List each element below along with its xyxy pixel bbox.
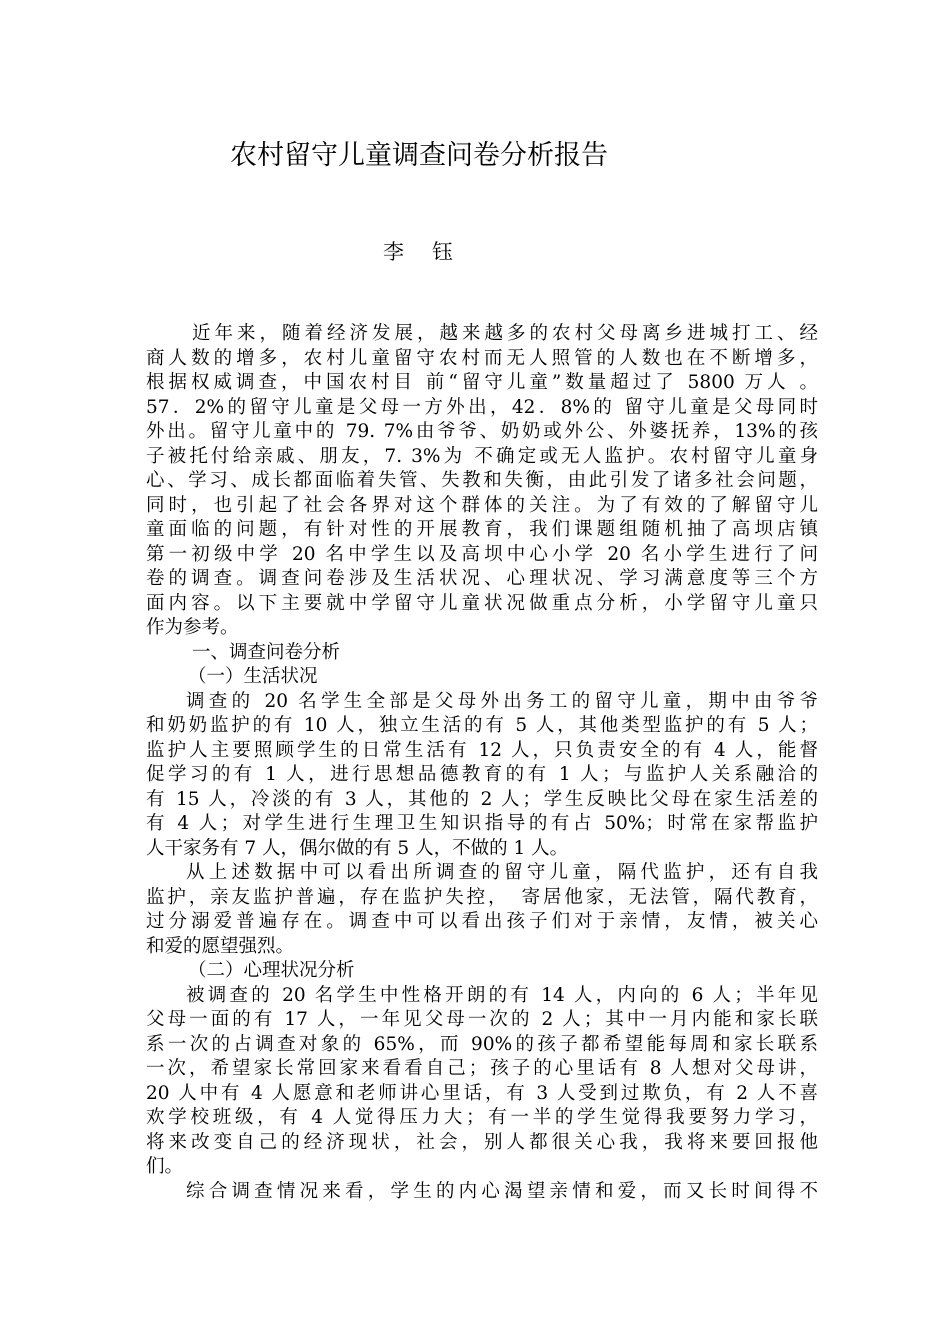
- paragraph-line: 过分溺爱普遍存在。调查中可以看出孩子们对于亲情，友情，被关心: [146, 911, 818, 932]
- paragraph-line: 被调查的 20 名学生中性格开朗的有 14 人，内向的 6 人；半年见: [186, 984, 818, 1006]
- paragraph-line: 有 15 人，冷淡的有 3 人，其他的 2 人；学生反映比父母在家生活差的: [146, 788, 818, 810]
- paragraph-line: 57．2%的留守儿童是父母一方外出，42．8%的 留守儿童是父母同时: [146, 396, 818, 418]
- paragraph-line: 商人数的增多，农村儿童留守农村而无人照管的人数也在不断增多，: [146, 347, 818, 369]
- paragraph-line: 根据权威调查，中国农村目 前“留守儿童”数量超过了 5800 万人 。: [146, 372, 818, 393]
- subsection-heading: （一）生活状况: [188, 666, 318, 687]
- subsection-heading: （二）心理状况分析: [188, 960, 355, 981]
- paragraph-line: 监护人主要照顾学生的日常生活有 12 人，只负责安全的有 4 人，能督: [146, 739, 818, 761]
- paragraph-line: 童面临的问题，有针对性的开展教育，我们课题组随机抽了高坝店镇: [146, 519, 818, 540]
- paragraph-line: 从上述数据中可以看出所调查的留守儿童，隔代监护，还有自我: [186, 862, 818, 883]
- paragraph-line: 促学习的有 1 人，进行思想品德教育的有 1 人；与监护人关系融洽的: [146, 764, 818, 785]
- document-body: [146, 322, 818, 1204]
- paragraph-line: 人干家务有 7 人，偶尔做的有 5 人，不做的 1 人。: [146, 837, 569, 859]
- paragraph-line: 将来改变自己的经济现状，社会，别人都很关心我，我将来要回报他: [146, 1131, 818, 1153]
- section-heading: 一、调查问卷分析: [192, 641, 341, 663]
- paragraph-line: 子被托付给亲戚、朋友，7. 3%为 不确定或无人监护。农村留守儿童身: [146, 445, 818, 467]
- paragraph-line: 20 人中有 4 人愿意和老师讲心里话，有 3 人受到过欺负，有 2 人不喜: [146, 1082, 818, 1104]
- document-author: 李钰: [383, 240, 481, 264]
- paragraph-line: 监护，亲友监护普遍，存在监护失控， 寄居他家，无法管，隔代教育，: [146, 886, 818, 908]
- paragraph-line: 面内容。以下主要就中学留守儿童状况做重点分析，小学留守儿童只: [146, 592, 818, 614]
- paragraph-line: 父母一面的有 17 人，一年见父母一次的 2 人；其中一月内能和家长联: [146, 1009, 818, 1030]
- paragraph-line: 心、学习、成长都面临着失管、失教和失衡，由此引发了诸多社会问题，: [146, 470, 818, 491]
- paragraph-line: 和爱的愿望强烈。: [146, 935, 295, 957]
- paragraph-line: 第一初级中学 20 名中学生以及高坝中心小学 20 名小学生进行了问: [146, 543, 818, 565]
- paragraph-line: 们。: [146, 1156, 184, 1177]
- paragraph-line: 一次，希望家长常回家来看看自己；孩子的心里话有 8 人想对父母讲，: [146, 1058, 818, 1079]
- paragraph-line: 作为参考。: [146, 617, 239, 638]
- paragraph-line: 同时，也引起了社会各界对这个群体的关注。为了有效的了解留守儿: [146, 494, 818, 516]
- paragraph-line: 近年来，随着经济发展，越来越多的农村父母离乡进城打工、经: [192, 323, 818, 344]
- paragraph-line: 综合调查情况来看，学生的内心渴望亲情和爱，而又长时间得不: [186, 1180, 818, 1202]
- paragraph-line: 有 4 人；对学生进行生理卫生知识指导的有占 50%；时常在家帮监护: [146, 813, 818, 834]
- document-title: 农村留守儿童调查问卷分析报告: [230, 140, 608, 171]
- paragraph-line: 外出。留守儿童中的 79. 7%由爷爷、奶奶或外公、外婆抚养，13%的孩: [146, 421, 818, 442]
- paragraph-line: 调查的 20 名学生全部是父母外出务工的留守儿童，期中由爷爷: [186, 690, 818, 712]
- paragraph-line: 和奶奶监护的有 10 人，独立生活的有 5 人，其他类型监护的有 5 人；: [146, 715, 818, 736]
- paragraph-line: 卷的调查。调查问卷涉及生活状况、心理状况、学习满意度等三个方: [146, 568, 818, 589]
- paragraph-line: 欢学校班级，有 4 人觉得压力大；有一半的学生觉得我要努力学习，: [146, 1107, 818, 1128]
- paragraph-line: 系一次的占调查对象的 65%，而 90%的孩子都希望能每周和家长联系: [146, 1033, 818, 1055]
